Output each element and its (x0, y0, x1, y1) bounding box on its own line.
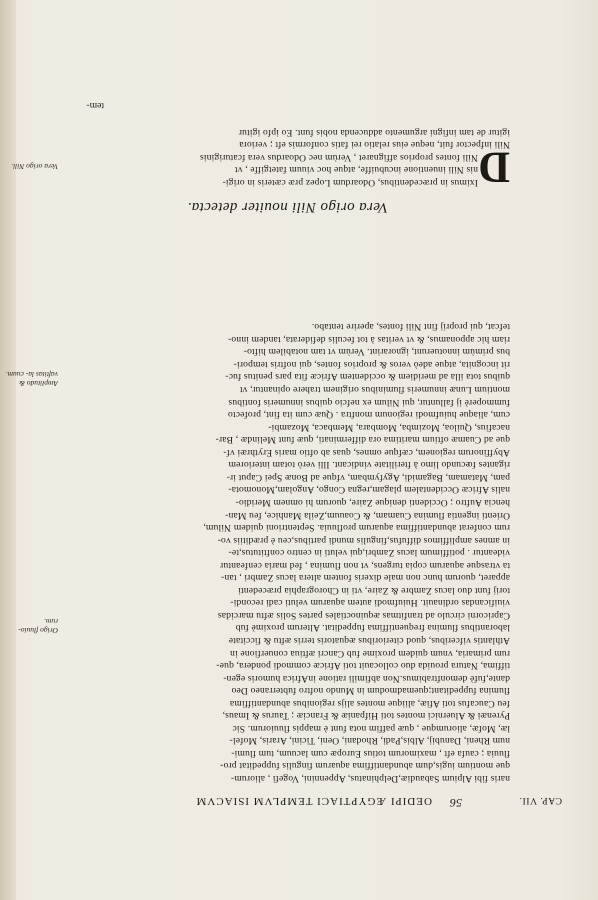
text-line: naris fibi Alpium Sabaudiæ,Delphinatus, Appennini, Vogefi , aliorum- (230, 773, 510, 784)
running-title: OEDIPI ÆGYPTIACI TEMPLVM ISIACVM (195, 795, 432, 807)
text-line: dante,fufè demonftrabimus.Non abfimili ratione inAfrica humoris egen- (223, 672, 510, 684)
marginal-note: Vera origo Nili. (11, 162, 58, 171)
text-line: pam, Matamam, Bagamidi, Agyfymbam, vfque ad Bonæ Spei Caput ir- (226, 471, 510, 483)
text-line: nis Nili inuentione incubuiffe, atque hoc viuum fatetgiffe , vt (234, 164, 478, 176)
text-line: quibus tota illa ad meridiem & occidentem Africæ fita pars penitus fuc- (225, 371, 510, 383)
catchword: tem- (86, 100, 104, 111)
section-heading: Vera origo Nili nouiter detecta. (187, 199, 388, 215)
text-line: apparet, quorum hunc non male dixeris fontem altera lacus Zambri , tan- (220, 572, 510, 584)
text-line: nalis Africæ Occidentalem plagam,regna Congo, Angolam,Monomota- (228, 484, 510, 496)
text-line: tefcat, qui proprij fint Nili fontes, aperire tentabo. (311, 321, 510, 333)
chapter-label: CAP. VII. (519, 795, 562, 805)
text-line: viuificandas ordinauit. Huiufmodi autem aquarum veluti cadi recondi- (230, 597, 510, 609)
text-line: Abyffinorum regionem, cæfque omnes, quas ab oftio maris Erythræi vf- (223, 446, 510, 458)
text-line: riam hic apponamus, & vt veritas à tot feculis defiderata, tandem inno- (227, 333, 510, 345)
page-number: 56 (449, 796, 462, 810)
text-line: ta vtrasque aquarum copia turgens, vt non flumina , fed maria cenfeantur (219, 559, 510, 571)
body-text (65, 320, 510, 784)
section-text (65, 125, 510, 192)
text-line: igitur de tam infigni argumento adducenda nobis funt. Eo ipfo igitur (238, 126, 510, 138)
text-line: flumina fuppeditant;quemadmodum in Mundo noftro fubterraneo Deo (231, 685, 510, 697)
text-line: torij funt duo lacus Zambre & Zaire, vti in Chorographia præcedenti (238, 584, 510, 596)
text-line: Pyrenæi & Aluernici montes toti Hifpaniæ & Franciæ ; Taurus & Imaus, (222, 710, 510, 722)
text-line: rum primaria, vnum quidem proxime fub Cancri æftiua conuerfione in (229, 647, 510, 659)
drop-cap: D (478, 143, 510, 192)
text-line: que montium iugis,dum abundantiffima aquarum fingulis fuppeditat pro- (220, 760, 510, 772)
text-line: hencia Auftro ; Occidenti denique Zaire, quorum hi omnem Meridio- (235, 496, 510, 508)
marginal-note: Origo fluuio- rum. (18, 617, 58, 635)
text-line: nacafius, Quiloa, Mozimba, Mombara, Membaca, Mozambi- (268, 421, 510, 433)
text-line: num Rheni, Danubij, Albis,Padi, Rhodani, Oeni, Ticini, Araris, Mofel- (229, 735, 510, 747)
text-line: rit incognita, atque adeò veros & proprios fontes, qui noftris tempori- (233, 358, 510, 370)
text-line: rum conferat abundantiffima aquarum profluuia. Septentrioni quidem Nilum, (203, 522, 510, 534)
text-line: montium Lunæ innumeris fluminibus originem trahere opinantur, vt (239, 384, 510, 396)
text-line: in amnes ampliffimos diffufus,fingulis mundi partibus,ceu è præditiis vo- (217, 534, 510, 546)
text-line: fummoperè ij falluntur, qui Nilum ex nefcio quibus innumeris fontibus (228, 396, 510, 408)
text-line: Nili fontes proprios affignaret , Verùm nec Odoardus vera fcaturiginis (199, 151, 478, 163)
text-line: Capricorni circulo ad tranfitmas æquinoctiales partes Solis æftu marcidas (217, 609, 510, 621)
text-line: cum, aliaque huiufmodi regionum monftra . Quæ cum ita fint, profecto (227, 409, 510, 421)
text-line: rigantes fœcundo limo à fterilitate vindicant. Illi verò totam interiorem (228, 459, 510, 471)
text-line: videantur . potiffimum lacus Zambri,qui veluti in centro conftitutus,te- (228, 547, 510, 559)
text-line: Iximus in præcedentibus, Odoardum Lopez præ cæteris in origi- (222, 177, 478, 188)
text-line: Athlantis vifceribus, quod citerioribus æquatoris terris æftu & ficcitate (228, 634, 510, 646)
text-line: bus primùm innotuerunt, ignorarint. Verùm vt tam notabilem hifto- (243, 346, 510, 358)
text-line: que ad Cuamæ oftium maritima ora differminati, quæ funt Melindæ , Bar- (215, 434, 510, 446)
text-line: Orienti ingentia flumina Cuamam, & Coauum,Zeila Manhice, feu Man- (225, 509, 510, 521)
text-line: feu Caucafus toti Afiæ, aliique montes alijs regionibus abundantiffima (229, 697, 510, 709)
text-line: tiffima, Natura prouida duo collocauit toti Africæ commodi pondera, que- (216, 660, 510, 672)
running-header (65, 793, 562, 810)
text-line: Nili infpector fuit, neque eius relatio rei fatis conformis eft ; veriora (239, 139, 510, 151)
text-line: laborantibus flumina frequentiffima fuppeditat. Alterum proximè fub (235, 622, 510, 634)
marginal-note: Amplitudo & vaftitas la- cuum. (5, 370, 58, 388)
text-line: læ, Mofæ, aliorumque , quæ paffim nota funt è mappis fluuiorum. Sic (232, 722, 510, 734)
text-line: fluuia ; caufa eft , maximorum totius Europæ cum lacuum, tum flumi- (231, 747, 510, 759)
